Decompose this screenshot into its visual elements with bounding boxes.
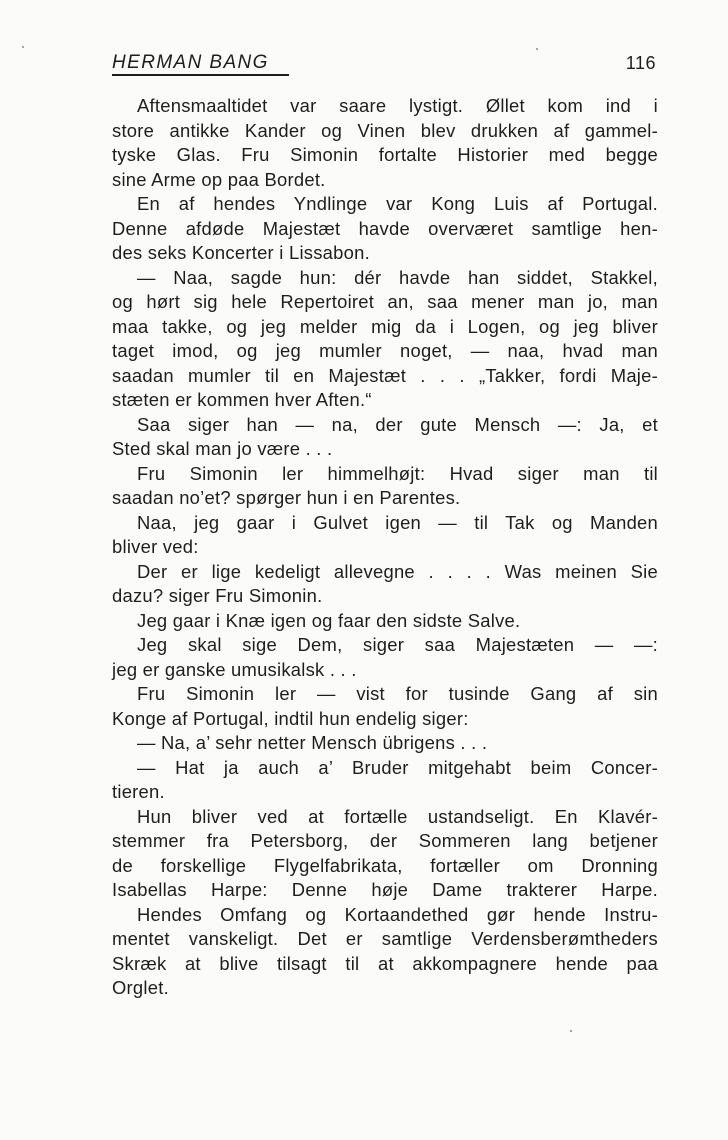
text-line: bliver ved: bbox=[112, 536, 199, 557]
text-line: jeg er ganske umusikalsk . . . bbox=[112, 658, 357, 680]
page-number: 116 bbox=[625, 53, 656, 73]
text-line: stemmer fra Petersborg, der Sommeren lang betjener bbox=[112, 830, 658, 851]
text-line: Denne afdøde Majestæt havde overværet samtlige hen- bbox=[112, 217, 658, 239]
text-line: stæten er kommen hver Aften.“ bbox=[112, 389, 372, 410]
text-line: Fru Simonin ler — vist for tusinde Gang af sin bbox=[137, 683, 658, 704]
text-line: Naa, jeg gaar i Gulvet igen — til Tak og Manden bbox=[137, 511, 658, 533]
text-line: Der er lige kedeligt allevegne . . . . Was meinen Sie bbox=[137, 560, 658, 582]
text-line: des seks Koncerter i Lissabon. bbox=[112, 242, 370, 263]
text-line: Fru Simonin ler himmelhøjt: Hvad siger man til bbox=[137, 462, 658, 484]
text-line: saadan no’et? spørger hun i en Parentes. bbox=[112, 487, 461, 508]
text-line: — Naa, sagde hun: dér havde han siddet, Stakkel, bbox=[137, 266, 658, 288]
text-line: taget imod, og jeg mumler noget, — naa, hvad man bbox=[112, 340, 658, 361]
text-line: Hun bliver ved at fortælle ustandseligt. En Klavér- bbox=[137, 805, 658, 827]
text-line: tyske Glas. Fru Simonin fortalte Historier med begge bbox=[112, 144, 658, 165]
paper-speck bbox=[570, 1030, 572, 1032]
text-line: Isabellas Harpe: Denne høje Dame trakterer Harpe. bbox=[112, 879, 658, 900]
text-line: Hendes Omfang og Kortaandethed gør hende Instru- bbox=[137, 903, 658, 925]
text-line: mentet vanskeligt. Det er samtlige Verdensberømtheders bbox=[112, 928, 658, 949]
text-line: — Na, a’ sehr netter Mensch übrigens . . . bbox=[137, 732, 488, 753]
text-line: tieren. bbox=[112, 781, 165, 802]
text-line: dazu? siger Fru Simonin. bbox=[112, 585, 323, 606]
paper-speck bbox=[22, 46, 24, 48]
text-line: store antikke Kander og Vinen blev drukken af gammel- bbox=[112, 119, 658, 141]
text-line: sine Arme op paa Bordet. bbox=[112, 168, 326, 190]
text-line: Skræk at blive tilsagt til at akkompagnere hende paa bbox=[112, 952, 658, 974]
paper-speck bbox=[536, 48, 538, 50]
running-header bbox=[112, 52, 658, 76]
text-line: En af hendes Yndlinge var Kong Luis af Portugal. bbox=[137, 193, 658, 214]
body-text bbox=[112, 94, 658, 1001]
text-line: de forskellige Flygelfabrikata, fortæller om Dronning bbox=[112, 854, 658, 876]
text-line: saadan mumler til en Majestæt . . . „Takker, fordi Maje- bbox=[112, 364, 658, 386]
text-line: Aftensmaaltidet var saare lystigt. Øllet kom ind i bbox=[137, 95, 658, 116]
text-line: maa takke, og jeg melder mig da i Logen, og jeg bliver bbox=[112, 315, 658, 337]
text-line: Sted skal man jo være . . . bbox=[112, 438, 333, 459]
text-line: Jeg skal sige Dem, siger saa Majestæten — —: bbox=[137, 634, 658, 655]
text-line: Orglet. bbox=[112, 977, 169, 998]
running-head-author: HERMAN BANG bbox=[112, 52, 269, 73]
text-line: — Hat ja auch a’ Bruder mitgehabt beim Concer- bbox=[137, 756, 658, 778]
text-line: Jeg gaar i Knæ igen og faar den sidste Salve. bbox=[137, 609, 521, 631]
text-line: Konge af Portugal, indtil hun endelig siger: bbox=[112, 707, 469, 729]
text-line: og hørt sig hele Repertoiret an, saa mener man jo, man bbox=[112, 291, 658, 312]
header-underline bbox=[112, 74, 289, 76]
text-line: Saa siger han — na, der gute Mensch —: Ja, et bbox=[137, 413, 658, 435]
